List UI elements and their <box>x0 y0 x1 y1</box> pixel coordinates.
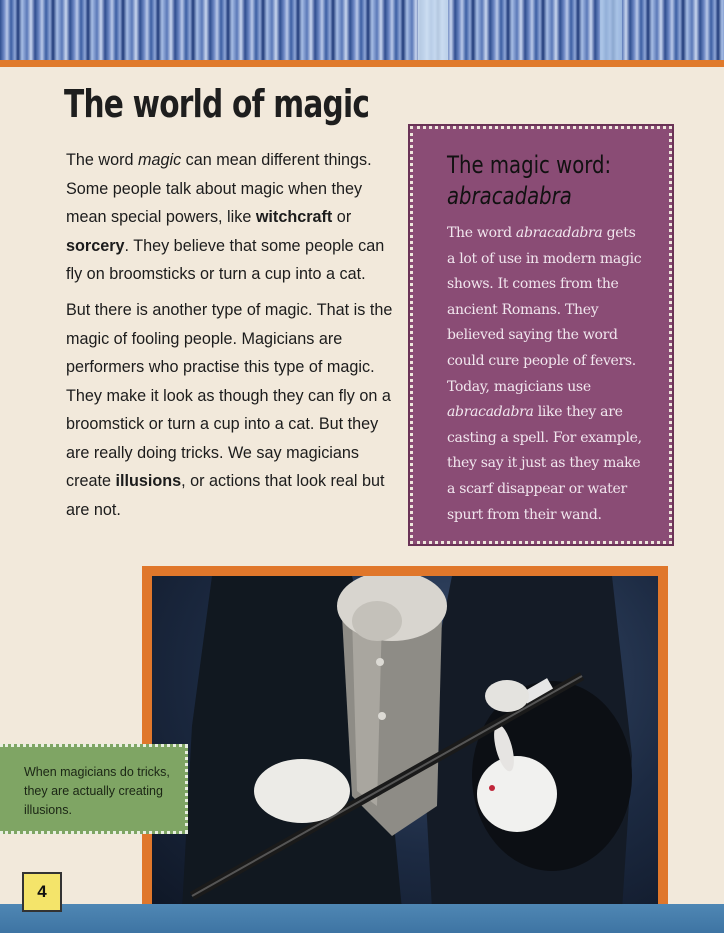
text-run: But there is another type of magic. That is the magic of fooling people. Magicians are performers who practise this type of magic. They make it look as though they can fly on a broomstick or turn a cup into a cat. But they are really doing tricks. We say magicians create <box>66 301 393 490</box>
text-run: illusions <box>115 472 182 490</box>
orange-divider <box>0 60 724 67</box>
page-number: 4 <box>22 872 62 912</box>
body-paragraph-2 <box>66 296 396 524</box>
fact-box-text <box>447 221 647 528</box>
photo-caption: When magicians do tricks, they are actually creating illusions. <box>0 744 188 834</box>
fact-box <box>410 126 672 544</box>
text-run: gets a lot of use in modern magic shows. It comes from the ancient Romans. They believed saying the word could cure people of fevers. Today, magicians use <box>447 225 642 395</box>
page-title: The world of magic <box>64 82 370 126</box>
text-run: abracadabra <box>447 404 534 421</box>
text-run: . They believe that some people can fly on broomsticks or turn a cup into a cat. <box>66 236 385 283</box>
text-run: witchcraft <box>255 208 333 226</box>
text-run: abracadabra <box>515 225 603 241</box>
body-paragraph-1 <box>66 146 396 289</box>
fact-box-title: The magic word: <box>447 151 612 179</box>
photo-frame <box>142 566 668 920</box>
text-run: , or actions that look real but are not. <box>66 472 385 519</box>
text-run: The word <box>447 225 516 241</box>
bottom-band <box>0 904 724 933</box>
top-decorative-stripes <box>0 0 724 60</box>
fact-box-title-emphasis: abracadabra <box>447 182 572 210</box>
text-run: sorcery <box>66 236 125 255</box>
text-run: can mean different things. Some people talk about magic when they mean special powers, like <box>66 151 372 226</box>
text-run: The word <box>66 151 138 169</box>
text-run: or <box>332 208 352 226</box>
text-run: like they are casting a spell. For example, they say it just as they make a scarf disappear or water spurt from their wand. <box>447 404 642 523</box>
magician-photo <box>152 576 658 910</box>
text-run: magic <box>137 151 182 169</box>
